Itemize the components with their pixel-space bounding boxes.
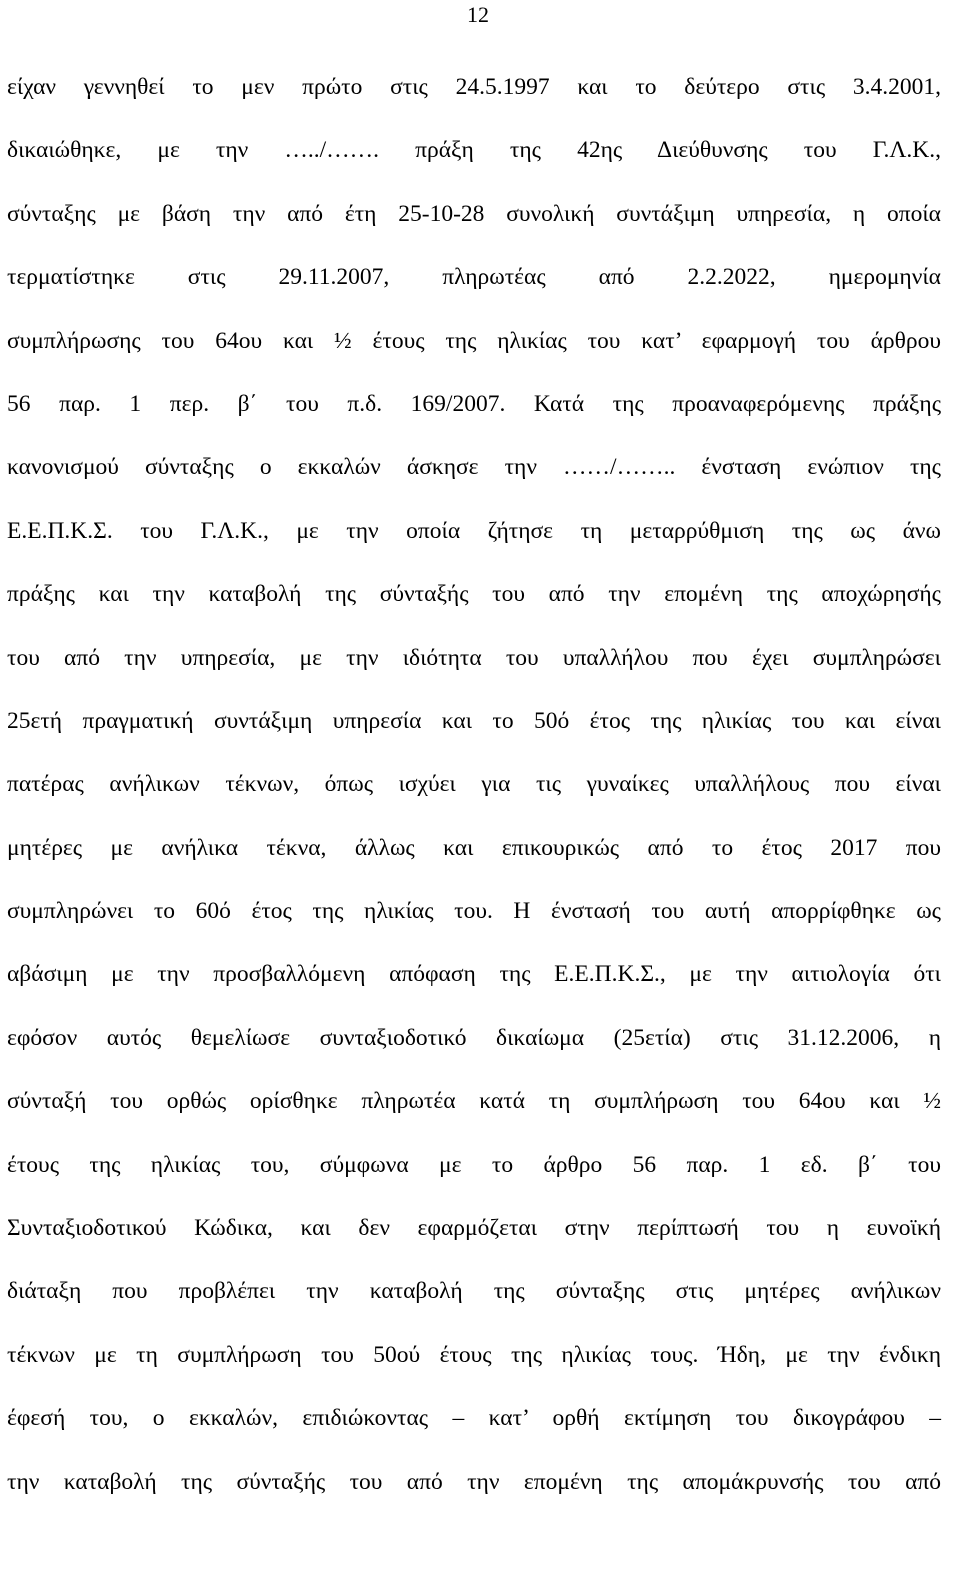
text-line: σύνταξης με βάση την από έτη 25-10-28 συνολική συντάξιμη υπηρεσία, η οποία [7, 200, 941, 227]
text-line: σύνταξή του ορθώς ορίσθηκε πληρωτέα κατά τη συμπλήρωση του 64ου και ½ [7, 1088, 941, 1115]
text-line: του από την υπηρεσία, με την ιδιότητα του υπαλλήλου που έχει συμπληρώσει [7, 644, 941, 671]
text-line: συμπληρώνει το 60ό έτος της ηλικίας του. Η ένστασή του αυτή απορρίφθηκε ως [7, 898, 941, 925]
text-line: διάταξη που προβλέπει την καταβολή της σύνταξης στις μητέρες ανήλικων [7, 1278, 941, 1305]
text-line: αβάσιμη με την προσβαλλόμενη απόφαση της Ε.Ε.Π.Κ.Σ., με την αιτιολογία ότι [7, 961, 941, 988]
text-line: μητέρες με ανήλικα τέκνα, άλλως και επικουρικώς από το έτος 2017 που [7, 834, 941, 861]
text-line: έτους της ηλικίας του, σύμφωνα με το άρθρο 56 παρ. 1 εδ. β΄ του [7, 1151, 941, 1178]
text-line: είχαν γεννηθεί το μεν πρώτο στις 24.5.1997 και το δεύτερο στις 3.4.2001, [7, 74, 941, 100]
text-line: 56 παρ. 1 περ. β΄ του π.δ. 169/2007. Κατά της προαναφερόμενης πράξης [7, 390, 941, 417]
text-line: κανονισμού σύνταξης ο εκκαλών άσκησε την ……/…….. ένσταση ενώπιον της [7, 454, 941, 481]
text-line: 25ετή πραγματική συντάξιμη υπηρεσία και το 50ό έτος της ηλικίας του και είναι [7, 707, 941, 734]
text-line: Συνταξιοδοτικού Κώδικα, και δεν εφαρμόζεται στην περίπτωσή του η ευνοϊκή [7, 1215, 941, 1242]
text-line: συμπλήρωσης του 64ου και ½ έτους της ηλικίας του κατ’ εφαρμογή του άρθρου [7, 327, 941, 354]
text-line: τερματίστηκε στις 29.11.2007, πληρωτέας από 2.2.2022, ημερομηνία [7, 264, 941, 291]
text-line: την καταβολή της σύνταξής του από την επομένη της απομάκρυνσής του από [7, 1468, 941, 1495]
text-line: πράξης και την καταβολή της σύνταξής του από την επομένη της αποχώρησής [7, 581, 941, 608]
document-body [7, 56, 941, 1514]
page-number: 12 [467, 2, 489, 27]
text-line: δικαιώθηκε, με την …../……. πράξη της 42ης Διεύθυνσης του Γ.Λ.Κ., [7, 137, 941, 164]
text-line: Ε.Ε.Π.Κ.Σ. του Γ.Λ.Κ., με την οποία ζήτησε τη μεταρρύθμιση της ως άνω [7, 517, 941, 544]
text-line: εφόσον αυτός θεμελίωσε συνταξιοδοτικό δικαίωμα (25ετία) στις 31.12.2006, η [7, 1024, 941, 1051]
text-line: τέκνων με τη συμπλήρωση του 50ού έτους της ηλικίας τους. Ήδη, με την ένδικη [7, 1341, 941, 1368]
text-line: έφεσή του, ο εκκαλών, επιδιώκοντας – κατ’ ορθή εκτίμηση του δικογράφου – [7, 1405, 941, 1432]
text-line: πατέρας ανήλικων τέκνων, όπως ισχύει για τις γυναίκες υπαλλήλους που είναι [7, 771, 941, 798]
